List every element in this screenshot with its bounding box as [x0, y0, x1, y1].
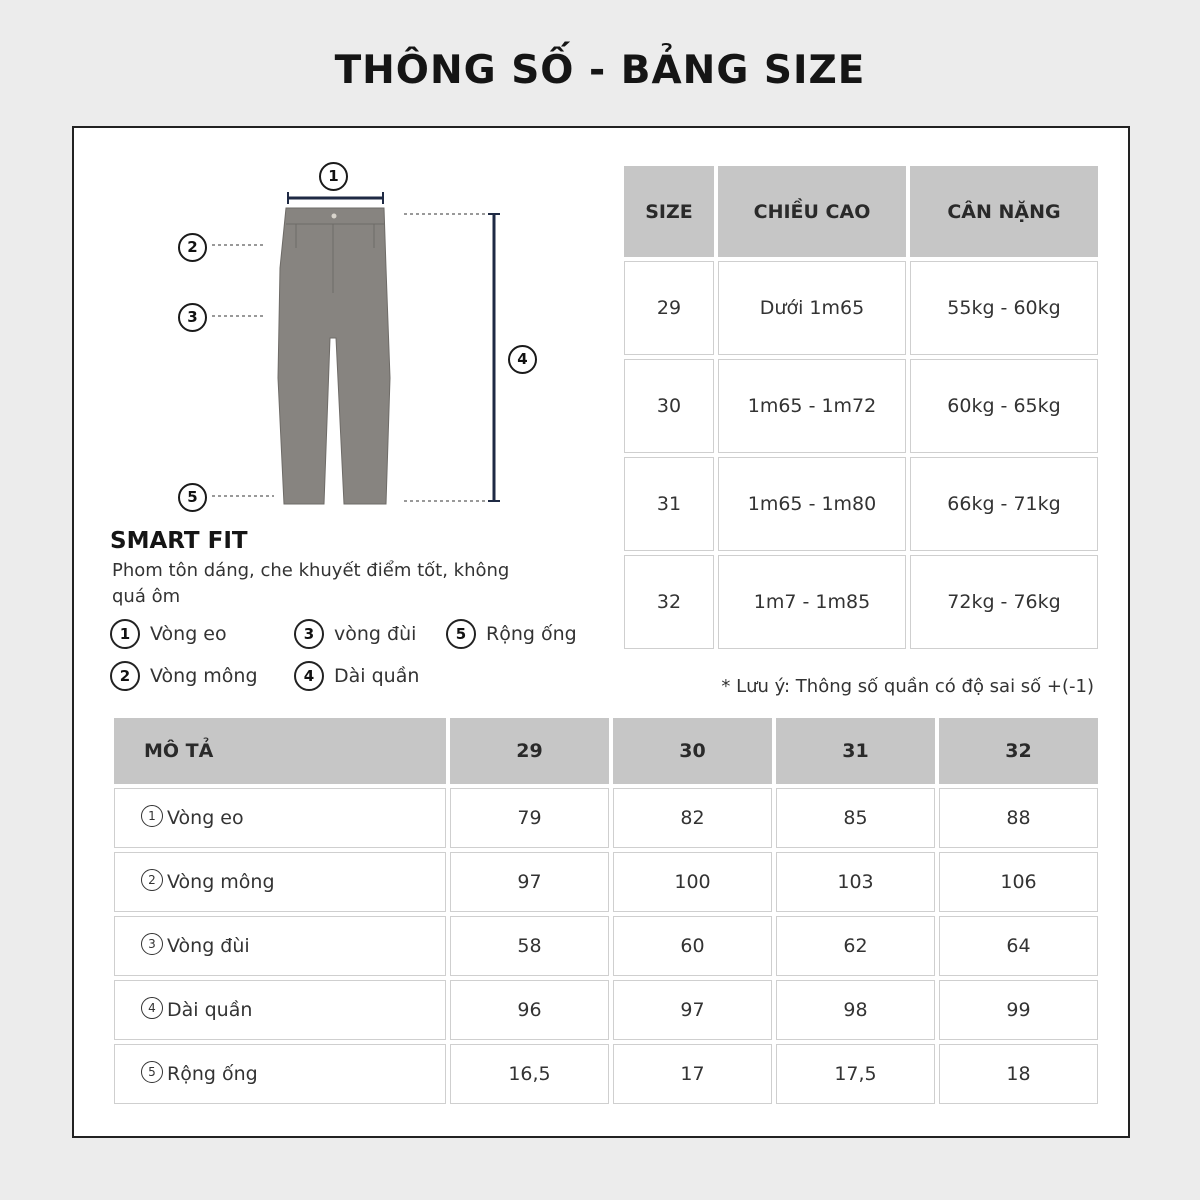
- measurement-value: 60: [613, 916, 772, 976]
- measurement-label: Dài quần: [167, 998, 253, 1021]
- table-row: [114, 1044, 1098, 1104]
- measurement-label: Rộng ống: [167, 1062, 258, 1085]
- legend-number-icon: 3: [294, 619, 324, 649]
- measurement-value: 97: [613, 980, 772, 1040]
- measurement-label-cell: [114, 788, 446, 848]
- legend-item: [110, 619, 227, 649]
- measurement-value: 85: [776, 788, 935, 848]
- height-cell: 1m7 - 1m85: [718, 555, 906, 649]
- measurement-value: 88: [939, 788, 1098, 848]
- fit-name: SMART FIT: [110, 528, 248, 554]
- measurement-header-row: [114, 718, 1098, 784]
- table-row: [114, 916, 1098, 976]
- measurement-value: 99: [939, 980, 1098, 1040]
- size-col-header: 31: [776, 718, 935, 784]
- size-cell: 31: [624, 457, 714, 551]
- measurement-value: 58: [450, 916, 609, 976]
- table-row: [624, 555, 1098, 649]
- weight-cell: 72kg - 76kg: [910, 555, 1098, 649]
- size-cell: 30: [624, 359, 714, 453]
- height-cell: Dưới 1m65: [718, 261, 906, 355]
- weight-cell: 60kg - 65kg: [910, 359, 1098, 453]
- measurement-value: 16,5: [450, 1044, 609, 1104]
- row-number-icon: 5: [141, 1061, 163, 1083]
- row-number-icon: 2: [141, 869, 163, 891]
- measurement-label: Vòng đùi: [167, 934, 250, 957]
- tolerance-note: * Lưu ý: Thông số quần có độ sai số +(-1): [721, 676, 1094, 697]
- measurement-value: 103: [776, 852, 935, 912]
- page-title: THÔNG SỐ - BẢNG SIZE: [334, 48, 866, 93]
- legend-item: [110, 661, 258, 691]
- size-col-header: 29: [450, 718, 609, 784]
- legend-label: Vòng mông: [150, 665, 258, 687]
- measurement-label-cell: [114, 980, 446, 1040]
- size-cell: 32: [624, 555, 714, 649]
- legend-item: [294, 661, 419, 691]
- measurement-value: 62: [776, 916, 935, 976]
- weight-cell: 66kg - 71kg: [910, 457, 1098, 551]
- measurement-value: 82: [613, 788, 772, 848]
- measurement-value: 64: [939, 916, 1098, 976]
- table-row: [114, 980, 1098, 1040]
- size-table-header-row: [624, 166, 1098, 257]
- fit-description: Phom tôn dáng, che khuyết điểm tốt, không quá ôm: [112, 560, 510, 607]
- legend-number-icon: 4: [294, 661, 324, 691]
- measurement-label: Vòng eo: [167, 806, 244, 829]
- legend-item: [294, 619, 416, 649]
- height-header: CHIỀU CAO: [718, 166, 906, 257]
- legend-label: Dài quần: [334, 665, 420, 687]
- legend-label: Vòng eo: [150, 623, 227, 645]
- measurement-value: 17,5: [776, 1044, 935, 1104]
- measurement-value: 100: [613, 852, 772, 912]
- weight-cell: 55kg - 60kg: [910, 261, 1098, 355]
- size-header: SIZE: [624, 166, 714, 257]
- row-number-icon: 1: [141, 805, 163, 827]
- size-col-header: 30: [613, 718, 772, 784]
- legend-number-icon: 2: [110, 661, 140, 691]
- table-row: [114, 852, 1098, 912]
- pants-illustration: [278, 208, 390, 504]
- measurement-label-cell: [114, 916, 446, 976]
- waist-measure-line: [288, 192, 383, 204]
- measurement-value: 18: [939, 1044, 1098, 1104]
- marker-5-icon: 5: [178, 483, 207, 512]
- table-row: [624, 261, 1098, 355]
- legend-item: [446, 619, 577, 649]
- marker-4-icon: 4: [508, 345, 537, 374]
- length-measure-line: [488, 214, 500, 501]
- measurement-value: 79: [450, 788, 609, 848]
- legend-number-icon: 1: [110, 619, 140, 649]
- table-row: [624, 457, 1098, 551]
- height-cell: 1m65 - 1m80: [718, 457, 906, 551]
- measurement-table: [110, 714, 1102, 1108]
- measurement-label: Vòng mông: [167, 870, 275, 893]
- table-row: [114, 788, 1098, 848]
- measurement-value: 98: [776, 980, 935, 1040]
- measurement-label-cell: [114, 1044, 446, 1104]
- measurement-value: 97: [450, 852, 609, 912]
- marker-3-icon: 3: [178, 303, 207, 332]
- size-cell: 29: [624, 261, 714, 355]
- row-number-icon: 3: [141, 933, 163, 955]
- size-table: [620, 162, 1102, 653]
- size-chart-frame: [72, 126, 1130, 1138]
- table-row: [624, 359, 1098, 453]
- marker-1-icon: 1: [319, 162, 348, 191]
- legend-number-icon: 5: [446, 619, 476, 649]
- measurement-value: 106: [939, 852, 1098, 912]
- measurement-value: 17: [613, 1044, 772, 1104]
- height-cell: 1m65 - 1m72: [718, 359, 906, 453]
- weight-header: CÂN NẶNG: [910, 166, 1098, 257]
- measurement-label-cell: [114, 852, 446, 912]
- description-header: MÔ TẢ: [114, 718, 446, 784]
- size-col-header: 32: [939, 718, 1098, 784]
- measurement-value: 96: [450, 980, 609, 1040]
- legend-label: vòng đùi: [334, 623, 417, 645]
- marker-2-icon: 2: [178, 233, 207, 262]
- legend-label: Rộng ống: [486, 623, 577, 645]
- row-number-icon: 4: [141, 997, 163, 1019]
